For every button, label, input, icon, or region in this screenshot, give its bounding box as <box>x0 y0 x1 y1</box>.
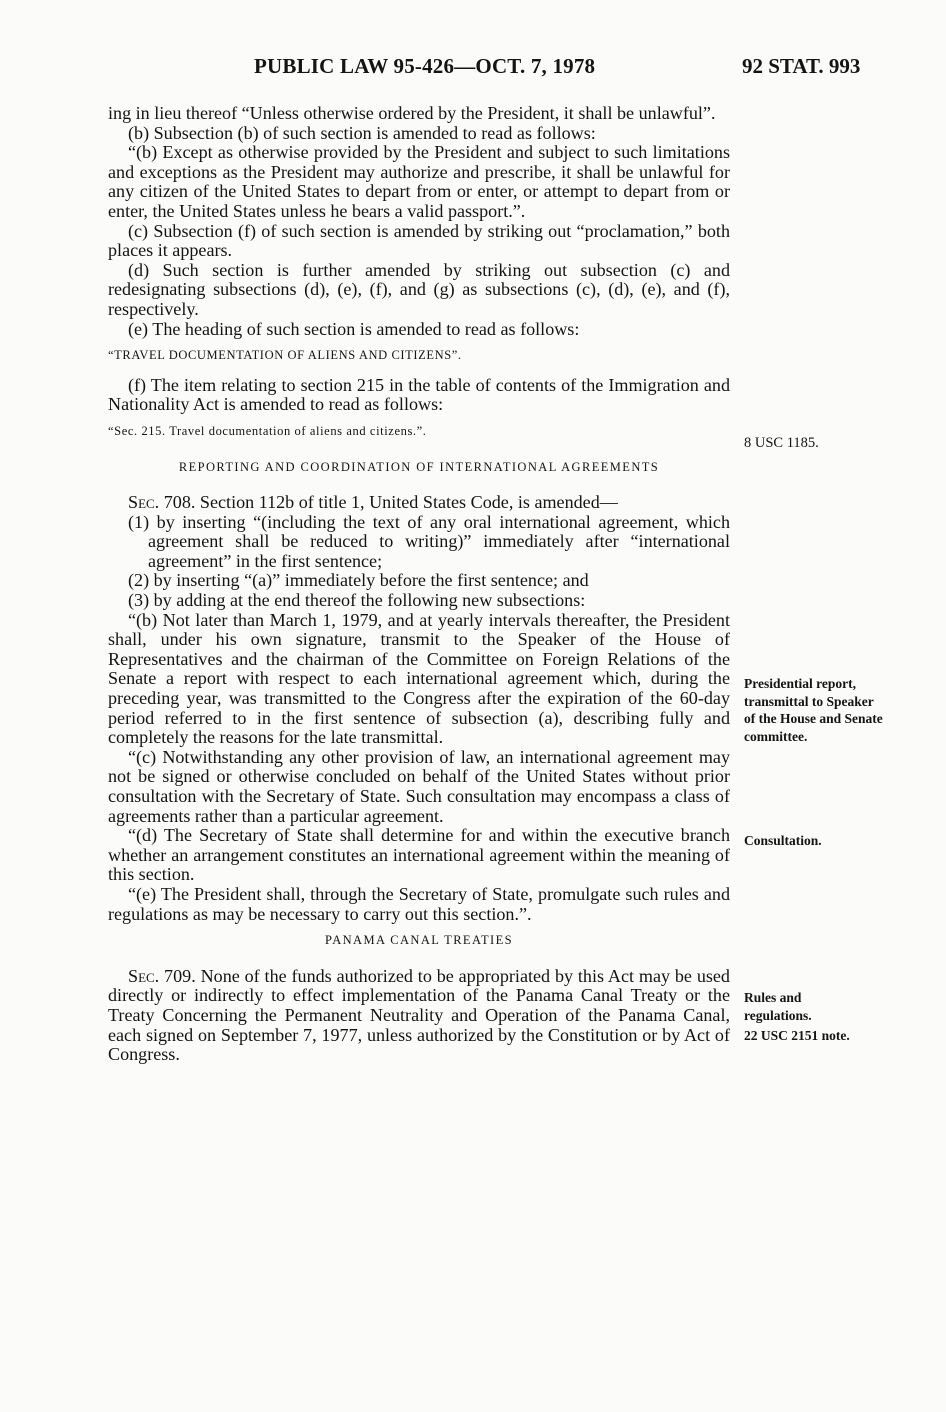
paragraph-subsection-c-amend: (c) Subsection (f) of such section is amended by striking out “proclamation,” both places it appears. <box>108 220 730 261</box>
heading-panama-canal: PANAMA CANAL TREATIES <box>325 933 513 948</box>
page-header-stat: 92 STAT. 993 <box>742 54 861 78</box>
margin-note-22-usc-2151: 22 USC 2151 note. <box>744 1028 850 1043</box>
section-708-text: Section 112b of title 1, United States Code, is amended— <box>199 492 618 513</box>
section-708-label: Sec. 708. <box>128 492 196 513</box>
paragraph-subsection-b-text: “(b) Except as otherwise provided by the President and subject to such limitations and exceptions as the President may authorize and prescribe, it shall be unlawful for any citizen of the United States to depart from or enter, or attempt to depart from or enter, the United States unless he bears a valid passport.”. <box>108 142 730 221</box>
section-709-label: Sec. 709. <box>128 965 196 986</box>
new-subsection-e: “(e) The President shall, through the Secretary of State, promulgate such rules and regulations as may be necessary to carry out this section.”. <box>108 883 730 924</box>
margin-note-8-usc-1185: 8 USC 1185. <box>744 435 819 451</box>
document-body <box>108 104 730 1065</box>
section-708-lead-paragraph <box>108 493 730 513</box>
paragraph-subsection-d-amend: (d) Such section is further amended by striking out subsection (c) and redesignating subsections (d), (e), (f), and (g) as subsections (c), (d), (e), and (f), respectively. <box>108 259 730 319</box>
paragraph-subsection-b-amend: (b) Subsection (b) of such section is amended to read as follows: <box>128 122 596 143</box>
list-item-2: (2) by inserting “(a)” immediately before the first sentence; and <box>128 570 589 591</box>
section-709-text: None of the funds authorized to be appropriated by this Act may be used directly or indirectly to effect implementation of the Panama Canal Treaty or the Treaty Concerning the Permanent Neutrality and Operation of the Panama Canal, each signed on September 7, 1977, unless authorized by the Constitution or by Act of Congress. <box>108 965 730 1065</box>
page-header-title: PUBLIC LAW 95-426—OCT. 7, 1978 <box>254 54 596 78</box>
new-subsection-d: “(d) The Secretary of State shall determine for and within the executive branch whether an arrangement constitutes an international agreement within the meaning of this section. <box>108 825 730 885</box>
list-item-1: (1) by inserting “(including the text of any oral international agreement, which agreement shall be reduced to writing)” immediately after “international agreement” in the first sentence; <box>128 511 730 571</box>
paragraph-continuation: ing in lieu thereof “Unless otherwise ordered by the President, it shall be unlawful”. <box>108 103 716 123</box>
section-heading-text: “TRAVEL DOCUMENTATION OF ALIENS AND CITIZENS”. <box>108 348 462 363</box>
margin-note-rules-regulations: Rules and regulations. <box>744 990 812 1023</box>
new-subsection-b: “(b) Not later than March 1, 1979, and at yearly intervals thereafter, the President shall, under his own signature, transmit to the Speaker of the House of Representatives and the chairman of the Committee on Foreign Relations of the Senate a report with respect to each international agreement which, during the preceding year, was transmitted to the Congress after the expiration of the 60-day period referred to in the first sentence of subsection (a), describing fully and completely the reasons for the late transmittal. <box>108 609 730 748</box>
margin-note-consultation: Consultation. <box>744 833 822 848</box>
paragraph-subsection-e-amend: (e) The heading of such section is amended to read as follows: <box>128 318 580 339</box>
paragraph-subsection-f-amend: (f) The item relating to section 215 in the table of contents of the Immigration and Nationality Act is amended to read as follows: <box>108 374 730 415</box>
section-709-paragraph <box>108 967 730 1065</box>
new-subsection-c: “(c) Notwithstanding any other provision of law, an international agreement may not be signed or otherwise concluded on behalf of the United States without prior consultation with the Secretary of State. Such consultation may encompass a class of agreements rather than a particular agreement. <box>108 746 730 826</box>
table-of-contents-item: “Sec. 215. Travel documentation of aliens and citizens.”. <box>108 423 427 438</box>
heading-reporting-coordination: REPORTING AND COORDINATION OF INTERNATIONAL AGREEMENTS <box>178 459 660 474</box>
margin-note-presidential-report: Presidential report, transmittal to Speaker of the House and Senate committee. <box>744 676 883 744</box>
list-item-3: (3) by adding at the end thereof the following new subsections: <box>128 590 586 611</box>
